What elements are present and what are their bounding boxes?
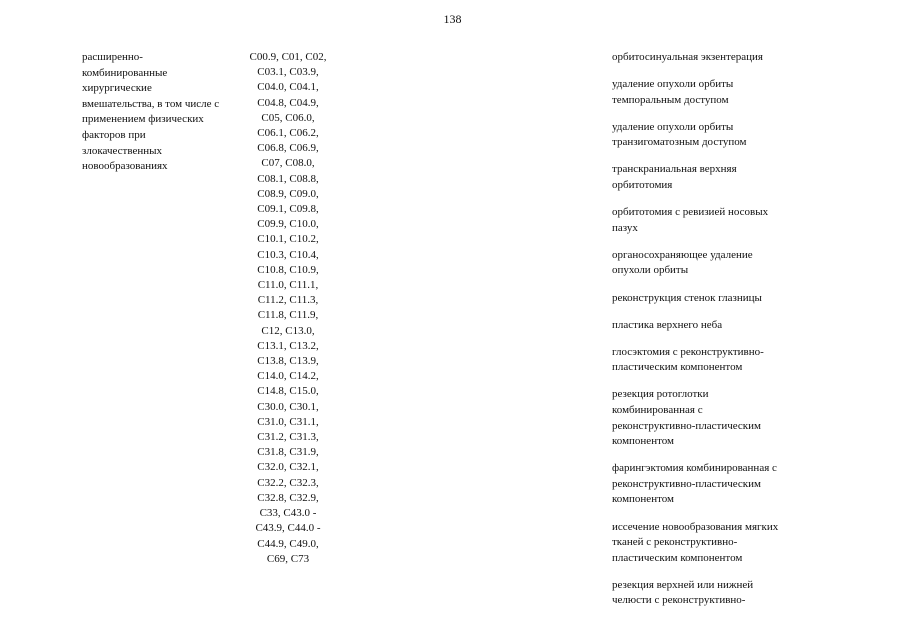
procedure-line: пластическим компонентом [612, 361, 743, 374]
icd-code-line: C31.0, C31.1, [257, 415, 319, 428]
procedure-entry [612, 578, 812, 609]
procedure-line: компонентом [612, 435, 674, 448]
procedure-line: резекция верхней или нижней [612, 578, 754, 591]
procedure-entry [612, 205, 812, 236]
procedure-entry [612, 248, 812, 279]
icd-code-line: C09.1, C09.8, [257, 203, 319, 216]
icd-code-line: C32.0, C32.1, [257, 461, 319, 474]
procedure-line: удаление опухоли орбиты [612, 120, 734, 133]
icd-code-line: C03.1, C03.9, [257, 66, 319, 79]
procedure-line: реконструктивно-пластическим [612, 419, 761, 432]
icd-code-line: C13.1, C13.2, [257, 339, 319, 352]
procedure-entry [612, 120, 812, 151]
procedure-group-line: злокачественных [82, 144, 163, 157]
procedure-line: опухоли орбиты [612, 264, 689, 277]
procedure-entry [612, 461, 812, 508]
procedure-line: орбитотомия с ревизией носовых [612, 206, 769, 219]
procedure-group-line: хирургические [82, 82, 152, 95]
procedure-line: резекция ротоглотки [612, 388, 709, 401]
procedure-entry [612, 291, 812, 307]
procedure-group-line: факторов при [82, 128, 146, 141]
icd-code-line: C06.1, C06.2, [257, 127, 319, 140]
procedure-group-column [82, 50, 242, 175]
procedure-line: орбитотомия [612, 179, 673, 192]
icd-code-line: C44.9, C49.0, [257, 537, 319, 550]
icd-code-line: C05, C06.0, [261, 111, 315, 124]
icd-code-line: C69, C73 [266, 552, 310, 565]
icd-code-line: C33, C43.0 - [259, 507, 317, 520]
icd-code-line: C12, C13.0, [261, 324, 315, 337]
procedure-line: пластическим компонентом [612, 551, 743, 564]
icd-code-line: C10.8, C10.9, [257, 263, 319, 276]
icd-code-line: C14.8, C15.0, [257, 385, 319, 398]
icd-code-line: C43.9, C44.0 - [255, 522, 321, 535]
procedure-line: реконструкция стенок глазницы [612, 291, 762, 304]
procedure-entry [612, 318, 812, 334]
procedure-entry [612, 77, 812, 108]
icd-code-line: C11.0, C11.1, [257, 279, 319, 292]
icd-code-line: C13.8, C13.9, [257, 355, 319, 368]
procedure-line: глосэктомия с реконструктивно- [612, 345, 764, 358]
icd-code-line: C32.2, C32.3, [257, 476, 319, 489]
procedure-entry [612, 162, 812, 193]
procedure-line: фарингэктомия комбинированная с [612, 462, 777, 475]
procedure-group-line: применением физических [82, 113, 204, 126]
procedure-group-line: расширенно- [82, 51, 143, 63]
icd-code-line: C08.1, C08.8, [257, 172, 319, 185]
icd-code-line: C08.9, C09.0, [257, 187, 319, 200]
procedure-line: челюсти с реконструктивно- [612, 594, 746, 607]
procedure-line: орбитосинуальная экзентерация [612, 51, 763, 63]
icd-code-line: C06.8, C06.9, [257, 142, 319, 155]
procedure-entry [612, 520, 812, 567]
procedure-group-line: новообразованиях [82, 160, 168, 173]
procedure-line: комбинированная с [612, 404, 703, 416]
procedure-line: пазух [612, 221, 638, 234]
procedure-entry [612, 387, 812, 449]
procedure-line: транскраниальная верхняя [612, 163, 737, 176]
procedure-group-line: комбинированные [82, 66, 168, 79]
icd-code-line: C07, C08.0, [261, 157, 315, 170]
page-number: 138 [443, 12, 462, 26]
procedure-entry [612, 345, 812, 376]
icd-code-line: C04.0, C04.1, [257, 81, 319, 94]
icd-codes-column [238, 50, 338, 567]
icd-code-line: C31.2, C31.3, [257, 431, 319, 444]
procedure-line: реконструктивно-пластическим [612, 477, 761, 490]
icd-code-line: C00.9, C01, C02, [249, 51, 327, 63]
procedure-line: пластика верхнего неба [612, 318, 723, 331]
procedure-line: иссечение новообразования мягких [612, 520, 779, 533]
procedure-line: транзигоматозным доступом [612, 136, 747, 149]
procedure-group-line: вмешательства, в том числе с [82, 97, 220, 110]
procedures-column [612, 50, 812, 621]
procedure-line: компонентом [612, 493, 674, 506]
procedure-line: удаление опухоли орбиты [612, 78, 734, 91]
icd-code-line: C31.8, C31.9, [257, 446, 319, 459]
icd-code-line: C10.1, C10.2, [257, 233, 319, 246]
procedure-line: органосохраняющее удаление [612, 248, 753, 261]
procedure-line: тканей с реконструктивно- [612, 536, 738, 549]
icd-code-line: C11.2, C11.3, [257, 294, 319, 307]
icd-code-line: C32.8, C32.9, [257, 491, 319, 504]
icd-code-line: C11.8, C11.9, [257, 309, 319, 322]
icd-code-line: C09.9, C10.0, [257, 218, 319, 231]
icd-code-line: C30.0, C30.1, [257, 400, 319, 413]
icd-code-line: C14.0, C14.2, [257, 370, 319, 383]
icd-code-line: C04.8, C04.9, [257, 96, 319, 109]
procedure-entry [612, 50, 812, 66]
icd-code-line: C10.3, C10.4, [257, 248, 319, 261]
procedure-line: темпоральным доступом [612, 93, 729, 106]
